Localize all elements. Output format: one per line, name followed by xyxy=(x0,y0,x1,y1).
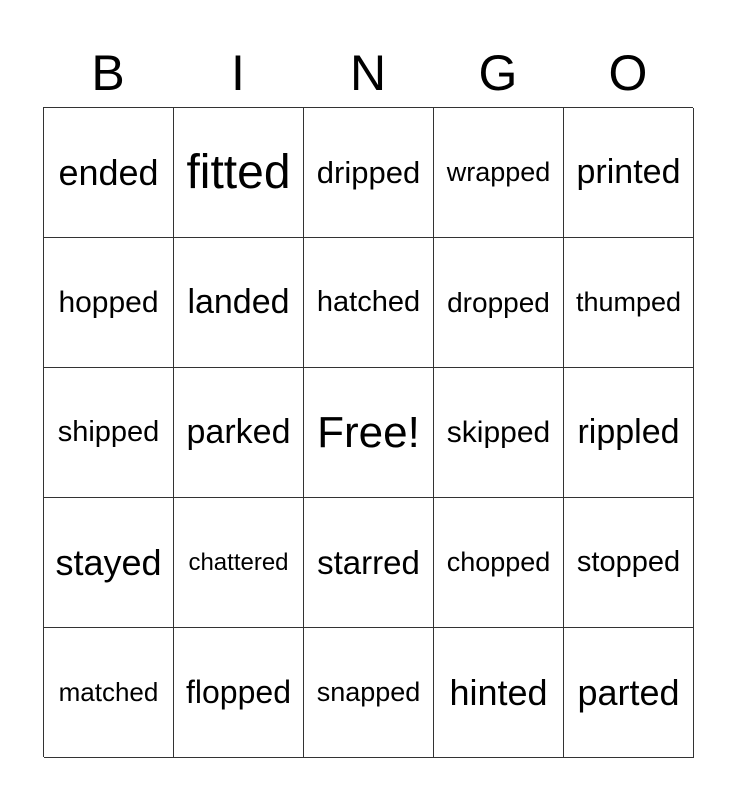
bingo-header xyxy=(43,40,693,106)
bingo-cell[interactable]: printed xyxy=(564,108,694,238)
bingo-cell[interactable]: snapped xyxy=(304,628,434,758)
bingo-cell[interactable]: parked xyxy=(174,368,304,498)
bingo-cell[interactable]: ended xyxy=(44,108,174,238)
bingo-cell[interactable]: hatched xyxy=(304,238,434,368)
bingo-cell[interactable]: parted xyxy=(564,628,694,758)
bingo-cell[interactable]: stopped xyxy=(564,498,694,628)
bingo-cell[interactable]: flopped xyxy=(174,628,304,758)
bingo-cell[interactable]: rippled xyxy=(564,368,694,498)
bingo-cell[interactable]: hopped xyxy=(44,238,174,368)
header-letter: I xyxy=(231,45,245,101)
bingo-cell[interactable]: stayed xyxy=(44,498,174,628)
header-letter: O xyxy=(608,45,648,101)
bingo-cell[interactable]: fitted xyxy=(174,108,304,238)
free-space-cell[interactable]: Free! xyxy=(304,368,434,498)
bingo-cell[interactable]: thumped xyxy=(564,238,694,368)
bingo-cell[interactable]: landed xyxy=(174,238,304,368)
bingo-cell[interactable]: dripped xyxy=(304,108,434,238)
bingo-cell[interactable]: chopped xyxy=(434,498,564,628)
bingo-card-grid xyxy=(43,107,693,757)
bingo-cell[interactable]: dropped xyxy=(434,238,564,368)
bingo-cell[interactable]: hinted xyxy=(434,628,564,758)
bingo-cell[interactable]: chattered xyxy=(174,498,304,628)
header-letter: B xyxy=(91,45,125,101)
bingo-cell[interactable]: shipped xyxy=(44,368,174,498)
bingo-cell[interactable]: skipped xyxy=(434,368,564,498)
bingo-cell[interactable]: starred xyxy=(304,498,434,628)
bingo-cell[interactable]: matched xyxy=(44,628,174,758)
header-letter: G xyxy=(478,45,518,101)
bingo-cell[interactable]: wrapped xyxy=(434,108,564,238)
header-letter: N xyxy=(349,45,387,101)
